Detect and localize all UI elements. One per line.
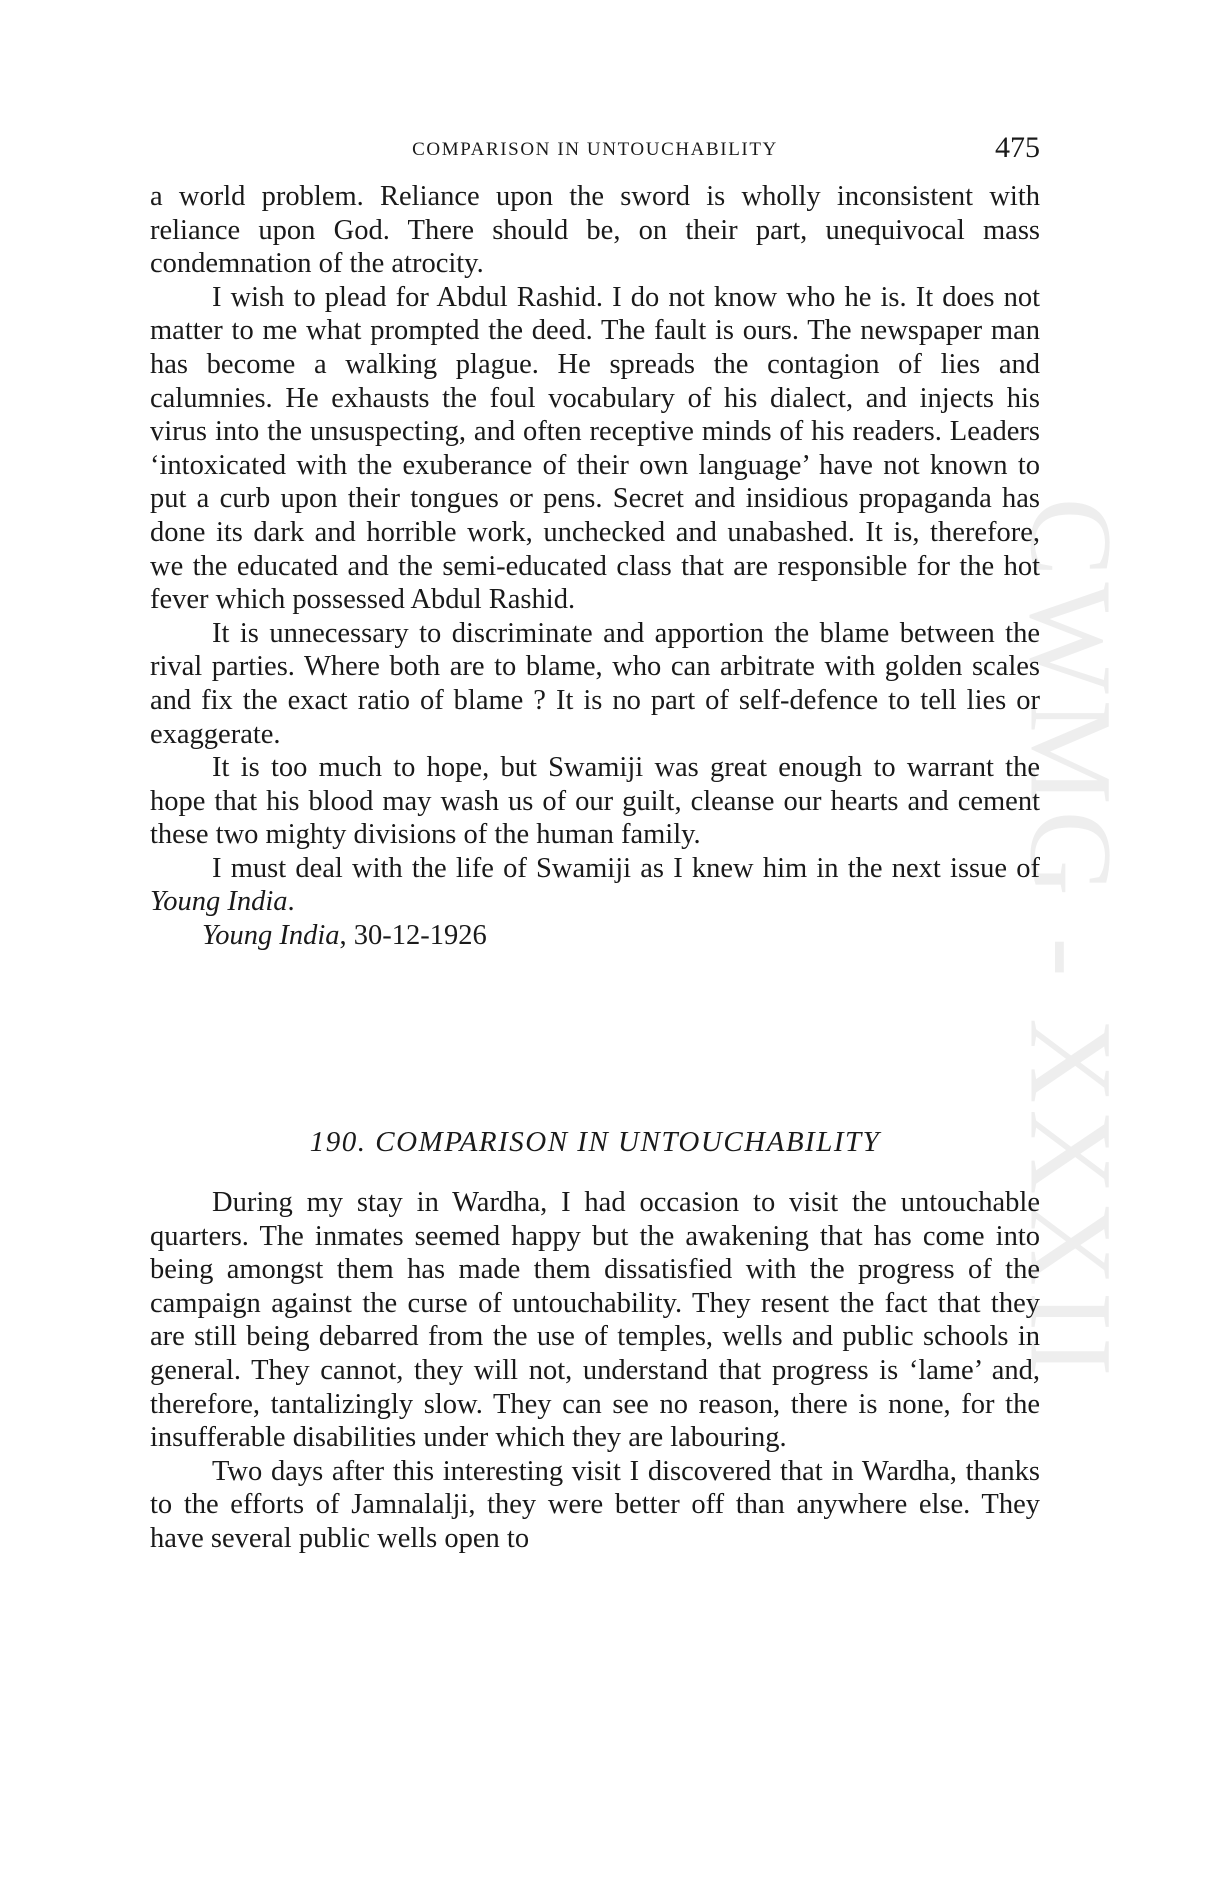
running-title: COMPARISON IN UNTOUCHABILITY xyxy=(412,139,778,160)
page-number: 475 xyxy=(995,131,1040,164)
chapter-heading: 190. COMPARISON IN UNTOUCHABILITY xyxy=(309,1126,881,1158)
paragraph: It is too much to hope, but Swamiji was great enough to warrant the hope that his blood may wash us of our guilt, cleanse our hearts and cement these two mighty divisions of the human family. xyxy=(150,752,1040,851)
closing-text: I must deal with the life of Swamiji as I knew him in the next issue of xyxy=(212,852,1040,884)
paragraph-closing xyxy=(150,852,1040,919)
paragraph: It is unnecessary to discriminate and apportion the blame between the rival parties. Where both are to blame, who can arbitrate with golden scales and fix the exact ratio of blame ? It is no part of self-defence to tell lies or exaggerate. xyxy=(150,617,1040,750)
source-publication: Young India xyxy=(202,920,340,952)
paragraph: Two days after this interesting visit I discovered that in Wardha, thanks to the efforts of Jamnalalji, they were better off than anywhere else. They have several public wells open to xyxy=(150,1455,1040,1554)
paragraph: I wish to plead for Abdul Rashid. I do not know who he is. It does not matter to me what prompted the deed. The fault is ours. The newspaper man has become a walking plague. He spreads the contagion of lies and calumnies. He exhausts the foul vocabulary of his dialect, and injects his virus into the unsuspecting, and often receptive minds of his readers. Leaders ‘intoxicated with the exuberance of their own language’ have not known to put a curb upon their tongues or pens. Secret and insidious propaganda has done its dark and horrible work, unchecked and unabashed. It is, therefore, we the educated and the semi-educated class that are responsible for the hot fever which possessed Abdul Rashid. xyxy=(150,281,1040,616)
section-continued-text xyxy=(150,180,1040,953)
publication-title: Young India xyxy=(150,886,288,918)
paragraph: a world problem. Reliance upon the sword is wholly inconsistent with reliance upon God. There should be, on their part, unequivocal mass condemnation of the atrocity. xyxy=(150,181,1040,280)
source-date: , 30-12-1926 xyxy=(339,920,487,952)
running-head xyxy=(150,131,1040,175)
source-citation xyxy=(150,919,1040,953)
watermark-text: CWMG - XXXII xyxy=(1005,497,1136,1383)
closing-punctuation: . xyxy=(287,886,295,918)
paragraph: During my stay in Wardha, I had occasion to visit the untouchable quarters. The inmates seemed happy but the awakening that has come into being amongst them has made them dissatisfied with the progress of the campaign against the curse of untouchability. They resent the fact that they are still being debarred from the use of temples, wells and public schools in general. They cannot, they will not, understand that progress is ‘lame’ and, therefore, tantalizingly slow. They can see no reason, there is none, for the insufferable disabilities under which they are labouring. xyxy=(150,1187,1040,1454)
chapter-body-text xyxy=(150,1186,1040,1556)
